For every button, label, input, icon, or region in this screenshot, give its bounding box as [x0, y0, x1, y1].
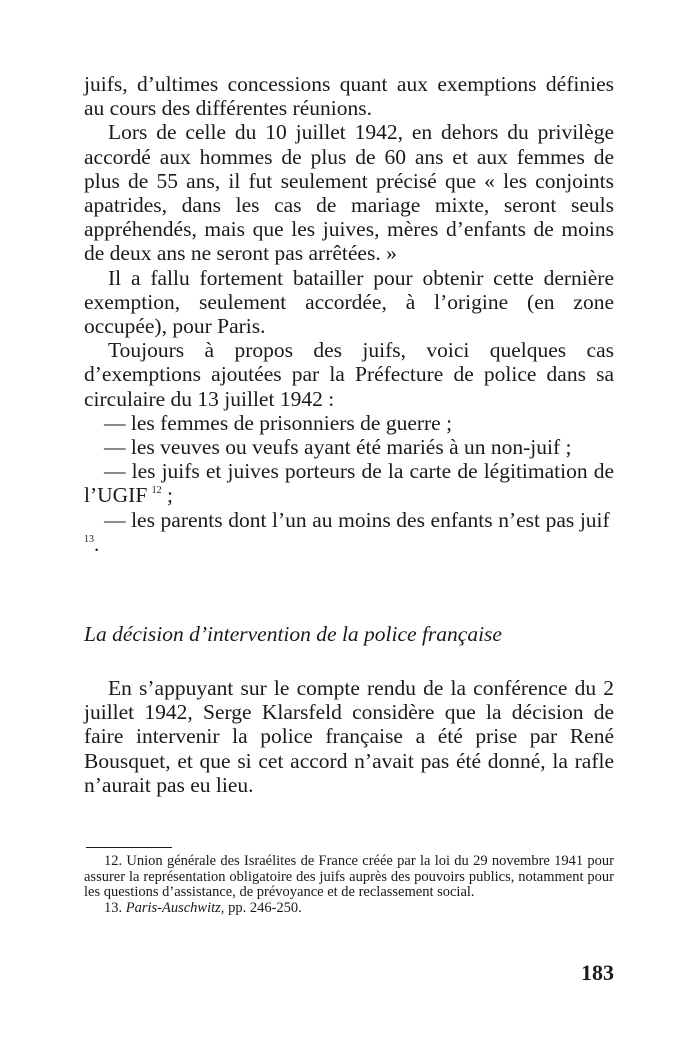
section-heading: La décision d’intervention de la police française [84, 622, 502, 646]
paragraph-2: Lors de celle du 10 juillet 1942, en dehors du privilège accordé aux hommes de plus de 60 ans et aux femmes de plus de 55 ans, il fut seulement précisé que « les conjoints apatrides, dans les cas de mariage mixte, seront seuls appréhendés, mais que les juives, mères d’enfants de moins de deux ans ne seront pas arrêtées. » [84, 120, 614, 266]
list-item-punct: ; [161, 483, 173, 508]
main-text [84, 72, 614, 556]
paragraph-1: juifs, d’ultimes concessions quant aux exemptions définies au cours des différentes réunions. [84, 72, 614, 121]
list-item [84, 411, 614, 435]
paragraph-3: Il a fallu fortement batailler pour obtenir cette dernière exemption, seulement accordée, à l’origine (en zone occupée), pour Paris. [84, 265, 614, 339]
footnote-rule [86, 847, 172, 848]
list-item-punct: . [94, 531, 100, 556]
footnote-13-number: 13. [104, 899, 123, 916]
list-item-text: — les femmes de prisonniers de guerre ; [104, 410, 453, 435]
footnote-ref-12[interactable]: 12 [151, 485, 162, 497]
footnote-13-pages: pp. 246-250. [228, 899, 302, 916]
list-item [84, 459, 614, 507]
list-item-text: — les parents dont l’un au moins des enfants n’est pas juif [104, 507, 610, 532]
list-item-text: — les veuves ou veufs ayant été mariés à un non-juif ; [104, 435, 572, 460]
footnote-12: 12. Union générale des Israélites de France créée par la loi du 29 novembre 1941 pour assurer la représentation obligatoire des juifs auprès des pouvoirs publics, notamment pour les questions d’assistance, de prévoyance et de reclassement social. [84, 853, 614, 900]
list-item [84, 435, 614, 459]
footnote-13-source: Paris-Auschwitz, [125, 899, 225, 916]
footnote-ref-13[interactable]: 13 [84, 533, 94, 545]
section-body [84, 676, 614, 797]
list-item [84, 508, 614, 556]
footnote-13 [84, 901, 614, 917]
footnotes [84, 854, 614, 916]
section-paragraph: En s’appuyant sur le compte rendu de la conférence du 2 juillet 1942, Serge Klarsfeld considère que la décision de faire intervenir la police française a été prise par René Bousquet, et que si cet accord n’avait pas été donné, la rafle n’aurait pas eu lieu. [84, 676, 614, 797]
page-number: 183 [581, 960, 614, 985]
paragraph-4: Toujours à propos des juifs, voici quelques cas d’exemptions ajoutées par la Préfecture de police dans sa circulaire du 13 juillet 1942 : [84, 338, 614, 411]
list-item-text: — les juifs et juives porteurs de la carte de légitimation de l’UGIF [84, 459, 614, 508]
